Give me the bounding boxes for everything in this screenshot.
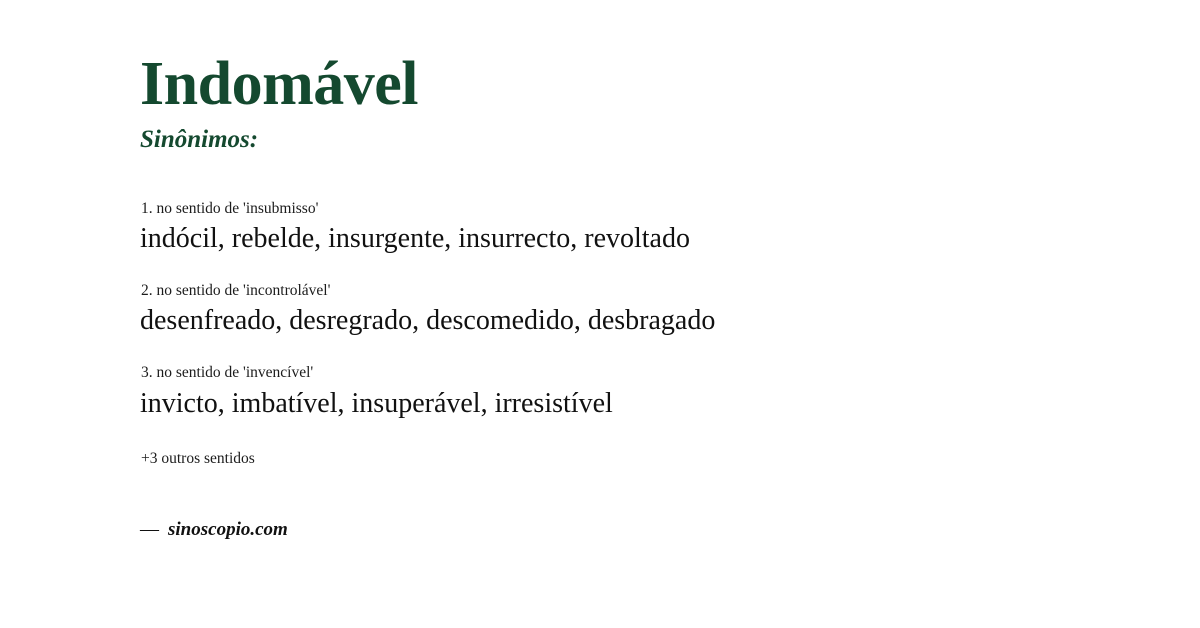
sense-synonyms: desenfreado, desregrado, descomedido, desbragado (140, 305, 716, 337)
list-item (140, 199, 1140, 256)
list-item (140, 363, 1140, 420)
list-item (140, 281, 1140, 338)
sense-synonyms: invicto, imbatível, insuperável, irresistível (140, 387, 613, 419)
source-name[interactable]: sinoscopio.com (168, 518, 288, 540)
em-dash-glyph: — (140, 518, 159, 540)
sense-list (140, 199, 1140, 420)
page-title: Indomável (140, 50, 418, 118)
sense-label: 2. no sentido de 'incontrolável' (141, 282, 331, 300)
sense-label: 3. no sentido de 'invencível' (141, 364, 314, 382)
sense-label: 1. no sentido de 'insubmisso' (141, 200, 319, 218)
more-senses-link[interactable]: +3 outros sentidos (141, 449, 255, 467)
source-attribution (140, 519, 1140, 541)
section-subtitle: Sinônimos: (140, 126, 259, 154)
sense-synonyms: indócil, rebelde, insurgente, insurrecto, revoltado (140, 223, 690, 255)
